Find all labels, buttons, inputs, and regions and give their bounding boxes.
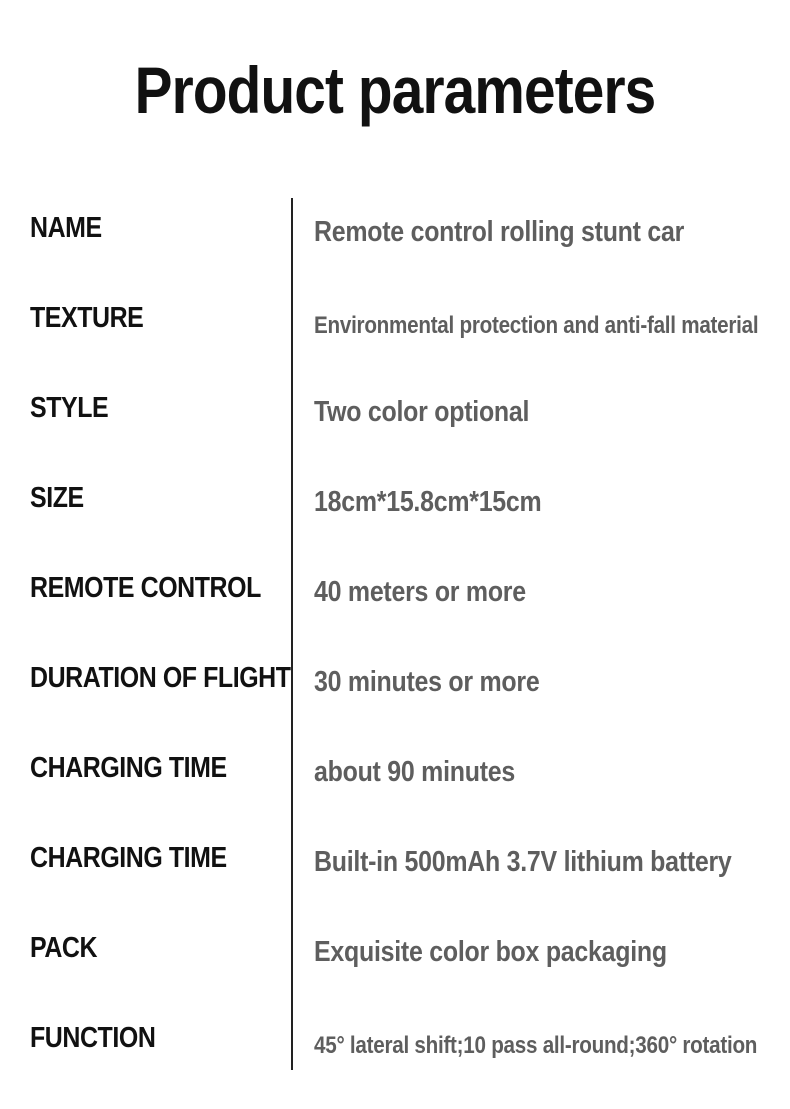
param-label: PACK	[30, 932, 98, 964]
param-label: FUNCTION	[30, 1022, 156, 1054]
param-value: 30 minutes or more	[314, 666, 540, 698]
param-value: Built-in 500mAh 3.7V lithium battery	[314, 846, 732, 878]
param-value: Exquisite color box packaging	[314, 936, 667, 968]
param-row-style	[0, 392, 790, 452]
param-row-name	[0, 212, 790, 272]
param-value: 40 meters or more	[314, 576, 526, 608]
param-value: 18cm*15.8cm*15cm	[314, 486, 542, 518]
param-label: NAME	[30, 212, 102, 244]
param-row-pack	[0, 932, 790, 992]
param-row-function	[0, 1022, 790, 1082]
param-row-battery	[0, 842, 790, 902]
param-value: Remote control rolling stunt car	[314, 216, 685, 248]
param-value: about 90 minutes	[314, 756, 515, 788]
param-row-size	[0, 482, 790, 542]
param-label: STYLE	[30, 392, 109, 424]
param-label: CHARGING TIME	[30, 752, 227, 784]
param-label: SIZE	[30, 482, 84, 514]
param-label: CHARGING TIME	[30, 842, 227, 874]
param-label: TEXTURE	[30, 302, 144, 334]
page-title: Product parameters	[134, 53, 656, 127]
param-value: 45° lateral shift;10 pass all-round;360° rotation	[314, 1032, 758, 1059]
param-row-remote-control	[0, 572, 790, 632]
param-row-texture	[0, 302, 790, 362]
param-value: Environmental protection and anti-fall material	[314, 312, 759, 339]
param-row-duration-of-flight	[0, 662, 790, 722]
param-label: DURATION OF FLIGHT	[30, 662, 291, 694]
param-label: REMOTE CONTROL	[30, 572, 261, 604]
param-value: Two color optional	[314, 396, 530, 428]
param-row-charging-time	[0, 752, 790, 812]
